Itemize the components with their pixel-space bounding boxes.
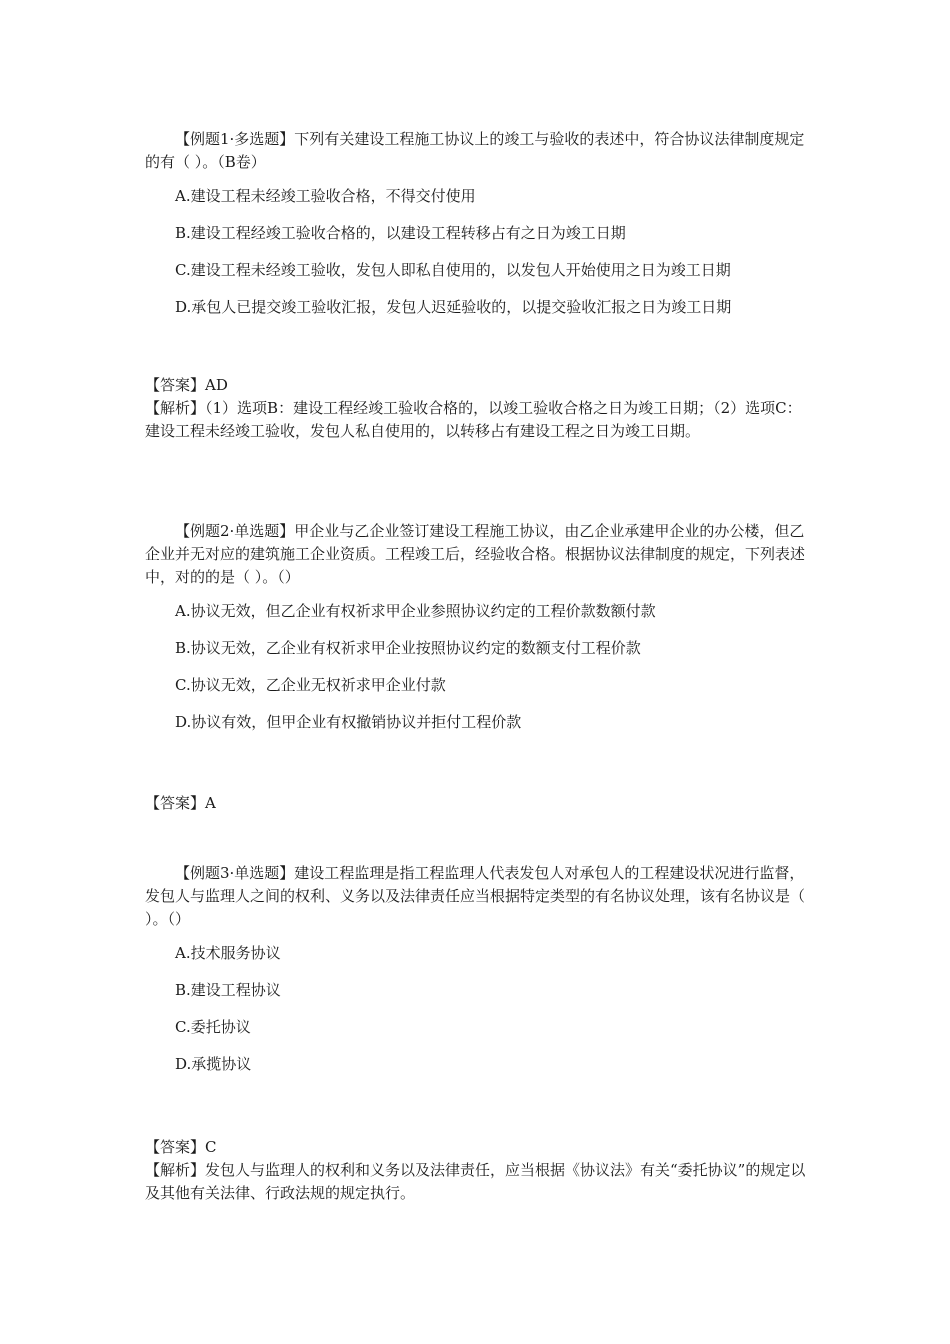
question-2-block — [145, 520, 810, 748]
question-1-option-a: A.建设工程未经竣工验收合格，不得交付使用 — [175, 187, 476, 205]
question-1-stem: 【例题1·多选题】下列有关建设工程施工协议上的竣工与验收的表述中，符合协议法律制度规定的有（ ）。（B卷） — [145, 130, 805, 171]
question-1-block — [145, 128, 810, 333]
question-3-analysis: 【解析】发包人与监理人的权利和义务以及法律责任，应当根据《协议法》有关“委托协议”的规定以及其他有关法律、行政法规的规定执行。 — [145, 1161, 806, 1202]
question-3-option-b: B.建设工程协议 — [175, 981, 281, 999]
question-3-stem: 【例题3·单选题】建设工程监理是指工程监理人代表发包人对承包人的工程建设状况进行监督，发包人与监理人之间的权利、义务以及法律责任应当根据特定类型的有名协议处理，该有名协议是（ ）。（） — [145, 864, 806, 928]
question-1-answer: 【答案】AD — [145, 376, 228, 394]
question-1-option-d: D.承包人已提交竣工验收汇报，发包人迟延验收的，以提交验收汇报之日为竣工日期 — [175, 298, 732, 316]
question-3-answer: 【答案】C — [145, 1138, 217, 1156]
question-3-option-a: A.技术服务协议 — [175, 944, 281, 962]
question-2-answer: 【答案】A — [145, 794, 216, 812]
question-1-option-c: C.建设工程未经竣工验收，发包人即私自使用的，以发包人开始使用之日为竣工日期 — [175, 261, 731, 279]
question-1-analysis: 【解析】（1）选项B：建设工程经竣工验收合格的，以竣工验收合格之日为竣工日期；（2）选项C：建设工程未经竣工验收，发包人私自使用的，以转移占有建设工程之日为竣工日期。 — [145, 399, 802, 440]
question-2-options — [145, 600, 810, 748]
question-3-answer-block — [145, 1136, 810, 1205]
question-2-option-a: A.协议无效，但乙企业有权祈求甲企业参照协议约定的工程价款数额付款 — [175, 602, 656, 620]
question-2-option-b: B.协议无效，乙企业有权祈求甲企业按照协议约定的数额支付工程价款 — [175, 639, 641, 657]
question-2-stem: 【例题2·单选题】甲企业与乙企业签订建设工程施工协议，由乙企业承建甲企业的办公楼，但乙企业并无对应的建筑施工企业资质。工程竣工后，经验收合格。根据协议法律制度的规定，下列表述中，对的的是（ ）。（） — [145, 522, 806, 586]
question-3-option-d: D.承揽协议 — [175, 1055, 252, 1073]
question-2-option-d: D.协议有效，但甲企业有权撤销协议并拒付工程价款 — [175, 713, 522, 731]
question-2-answer-block — [145, 792, 810, 815]
question-3-option-c: C.委托协议 — [175, 1018, 251, 1036]
question-1-answer-block — [145, 374, 810, 443]
question-3-block — [145, 862, 810, 1090]
question-2-option-c: C.协议无效，乙企业无权祈求甲企业付款 — [175, 676, 446, 694]
question-1-option-b: B.建设工程经竣工验收合格的，以建设工程转移占有之日为竣工日期 — [175, 224, 626, 242]
question-3-options — [145, 942, 810, 1090]
question-1-options — [145, 185, 810, 333]
